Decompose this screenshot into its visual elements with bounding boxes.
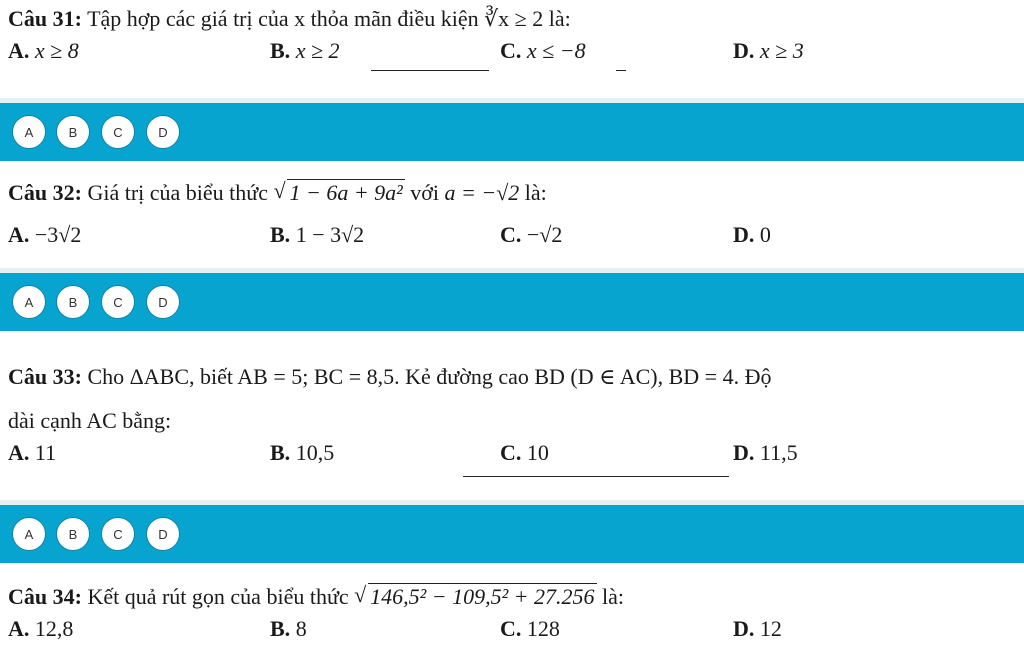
question-34-stem: Câu 34: Kết quả rút gọn của biểu thức √ 146,5² − 109,5² + 27.256 là:	[8, 584, 624, 610]
q33-option-c: C. 10	[500, 440, 549, 465]
answer-c-button[interactable]: C	[101, 517, 135, 551]
question-33-stem-line2: dài cạnh AC bằng:	[8, 408, 172, 433]
q33-option-a: A. 11	[8, 440, 57, 465]
q31-option-b: B. x ≥ 2	[270, 38, 340, 63]
radical-expression: √ 1 − 6a + 9a²	[273, 180, 404, 206]
q32-option-b: B. 1 − 3√2	[270, 222, 365, 247]
answer-bar-q31	[0, 98, 1024, 161]
q33-option-b: B. 10,5	[270, 440, 335, 465]
answer-a-button[interactable]: A	[12, 115, 46, 149]
q31-option-a: A. x ≥ 8	[8, 38, 79, 63]
q32-option-d: D. 0	[733, 222, 771, 247]
answer-d-button[interactable]: D	[146, 517, 180, 551]
question-32-stem: Câu 32: Giá trị của biểu thức √ 1 − 6a + 9a² với a = −√2 là:	[8, 180, 547, 206]
q34-option-c: C. 128	[500, 616, 560, 641]
answer-a-button[interactable]: A	[12, 517, 46, 551]
radical-expression: √ 146,5² − 109,5² + 27.256	[354, 584, 596, 610]
q34-option-d: D. 12	[733, 616, 782, 641]
q31-option-d: D. x ≥ 3	[733, 38, 804, 63]
q34-option-a: A. 12,8	[8, 616, 74, 641]
divider-line	[371, 70, 489, 71]
answer-b-button[interactable]: B	[56, 285, 90, 319]
answer-a-button[interactable]: A	[12, 285, 46, 319]
question-33-stem-line1: Câu 33: Cho ΔABC, biết AB = 5; BC = 8,5. Kẻ đường cao BD (D ∈ AC), BD = 4. Độ	[8, 364, 772, 389]
q34-option-b: B. 8	[270, 616, 307, 641]
answer-c-button[interactable]: C	[101, 115, 135, 149]
answer-bar-q33	[0, 500, 1024, 563]
answer-d-button[interactable]: D	[146, 115, 180, 149]
answer-bar-q32	[0, 268, 1024, 331]
answer-d-button[interactable]: D	[146, 285, 180, 319]
answer-c-button[interactable]: C	[101, 285, 135, 319]
answer-b-button[interactable]: B	[56, 517, 90, 551]
q31-option-c: C. x ≤ −8	[500, 38, 586, 63]
q32-option-a: A. −3√2	[8, 222, 82, 247]
question-31-stem: Câu 31: Tập hợp các giá trị của x thỏa mãn điều kiện ∛x ≥ 2 là:	[8, 6, 571, 31]
answer-b-button[interactable]: B	[56, 115, 90, 149]
divider-line	[616, 70, 626, 71]
q33-option-d: D. 11,5	[733, 440, 798, 465]
q32-option-c: C. −√2	[500, 222, 563, 247]
divider-line	[463, 476, 729, 477]
